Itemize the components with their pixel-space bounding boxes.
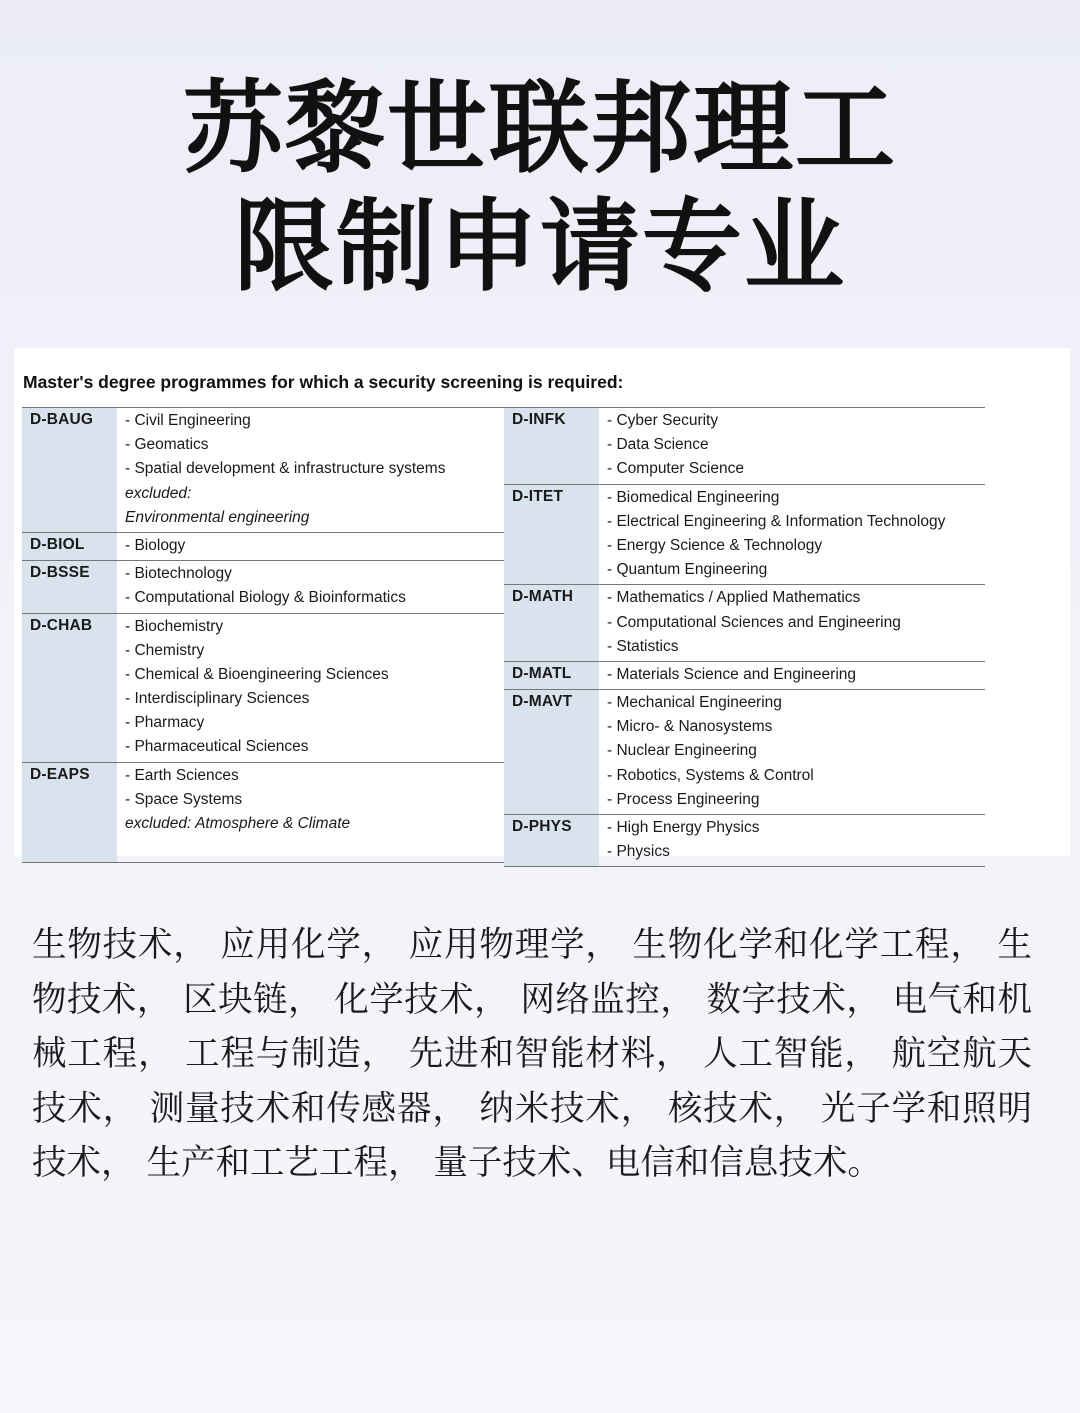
department-row (504, 408, 985, 485)
programme-item: - Energy Science & Technology (607, 536, 823, 554)
programme-item: - Biomedical Engineering (607, 488, 780, 506)
department-code: D-MAVT (504, 690, 599, 815)
department-row (504, 690, 985, 815)
department-code: D-MATL (504, 661, 599, 689)
department-code: D-MATH (504, 585, 599, 662)
programme-item: - Chemistry (125, 641, 205, 659)
programme-item: - Biology (125, 536, 186, 554)
programme-item: - Earth Sciences (125, 766, 239, 784)
department-row (504, 484, 985, 585)
programme-item: - Geomatics (125, 436, 209, 454)
programme-item: - Statistics (607, 637, 679, 655)
programme-item: - Civil Engineering (125, 412, 251, 429)
programme-list (599, 815, 985, 867)
department-row (22, 532, 504, 560)
department-code: D-BAUG (22, 408, 117, 533)
programme-item: - Electrical Engineering & Information Technology (607, 512, 946, 530)
department-row (22, 561, 504, 613)
programme-list (117, 762, 504, 863)
department-row (504, 585, 985, 662)
department-code: D-CHAB (22, 613, 117, 762)
programme-item: - High Energy Physics (607, 819, 760, 836)
department-code: D-BSSE (22, 561, 117, 613)
programme-item: - Spatial development & infrastructure systems (125, 460, 446, 478)
programme-item: - Robotics, Systems & Control (607, 766, 814, 784)
programme-list (117, 613, 504, 762)
department-row (22, 613, 504, 762)
department-row (504, 661, 985, 689)
programme-item: - Computer Science (607, 460, 744, 478)
programme-item: - Biotechnology (125, 565, 232, 583)
programme-item: - Pharmaceutical Sciences (125, 738, 309, 756)
programme-item: - Data Science (607, 436, 709, 454)
department-code: D-BIOL (22, 532, 117, 560)
department-table-left (22, 407, 504, 863)
programme-item: - Pharmacy (125, 714, 205, 732)
title-line-1: 苏黎世联邦理工 (183, 70, 897, 187)
programme-list (599, 661, 985, 689)
programme-item: - Space Systems (125, 790, 243, 808)
department-code: D-PHYS (504, 815, 599, 867)
programme-item: - Mechanical Engineering (607, 694, 782, 712)
programme-list (117, 532, 504, 560)
programme-item: excluded: (125, 484, 192, 502)
programme-item: - Cyber Security (607, 412, 719, 429)
programme-item: - Micro- & Nanosystems (607, 718, 773, 736)
programme-item: - Biochemistry (125, 617, 224, 635)
department-code: D-INFK (504, 408, 599, 485)
department-code: D-EAPS (22, 762, 117, 863)
programme-list (117, 561, 504, 613)
programme-list (599, 585, 985, 662)
programme-item: - Chemical & Bioengineering Sciences (125, 665, 389, 683)
programme-item: - Process Engineering (607, 790, 760, 808)
document-screenshot (14, 348, 1070, 861)
programme-list (599, 690, 985, 815)
programme-item: - Computational Sciences and Engineering (607, 613, 901, 631)
programme-list (599, 484, 985, 585)
department-code: D-ITET (504, 484, 599, 585)
programme-item: - Computational Biology & Bioinformatics (125, 589, 406, 607)
programme-item: - Interdisciplinary Sciences (125, 690, 310, 708)
programme-item: - Materials Science and Engineering (607, 665, 856, 683)
programme-list (117, 408, 504, 533)
department-row (22, 408, 504, 533)
programme-item: Environmental engineering (125, 508, 310, 526)
page-title (0, 70, 1080, 306)
title-line-2: 限制申请专业 (234, 188, 846, 305)
programme-item: - Physics (607, 843, 670, 861)
programme-item (125, 838, 504, 862)
programme-item: - Quantum Engineering (607, 561, 768, 579)
department-table-right (504, 407, 985, 867)
department-row (22, 762, 504, 863)
programme-item: - Nuclear Engineering (607, 742, 757, 760)
programme-item: excluded: Atmosphere & Climate (125, 815, 351, 832)
programme-item: - Mathematics / Applied Mathematics (607, 589, 861, 607)
programme-table-right (504, 407, 985, 867)
document-heading: Master's degree programmes for which a security screening is required: (23, 372, 624, 392)
programme-list (599, 408, 985, 485)
department-row (504, 815, 985, 867)
programme-table-left (22, 407, 504, 863)
restricted-fields-paragraph: 生物技术， 应用化学， 应用物理学， 生物化学和化学工程， 生物技术， 区块链， 化学技术， 网络监控， 数字技术， 电气和机械工程， 工程与制造， 先进和智能材料， 人工智能， 航空航天技术， 测量技术和传感器， 纳米技术， 核技术， 光子学和照明技术， 生产和工艺工程， 量子技术、电信和信息技术。 (32, 925, 1032, 1183)
